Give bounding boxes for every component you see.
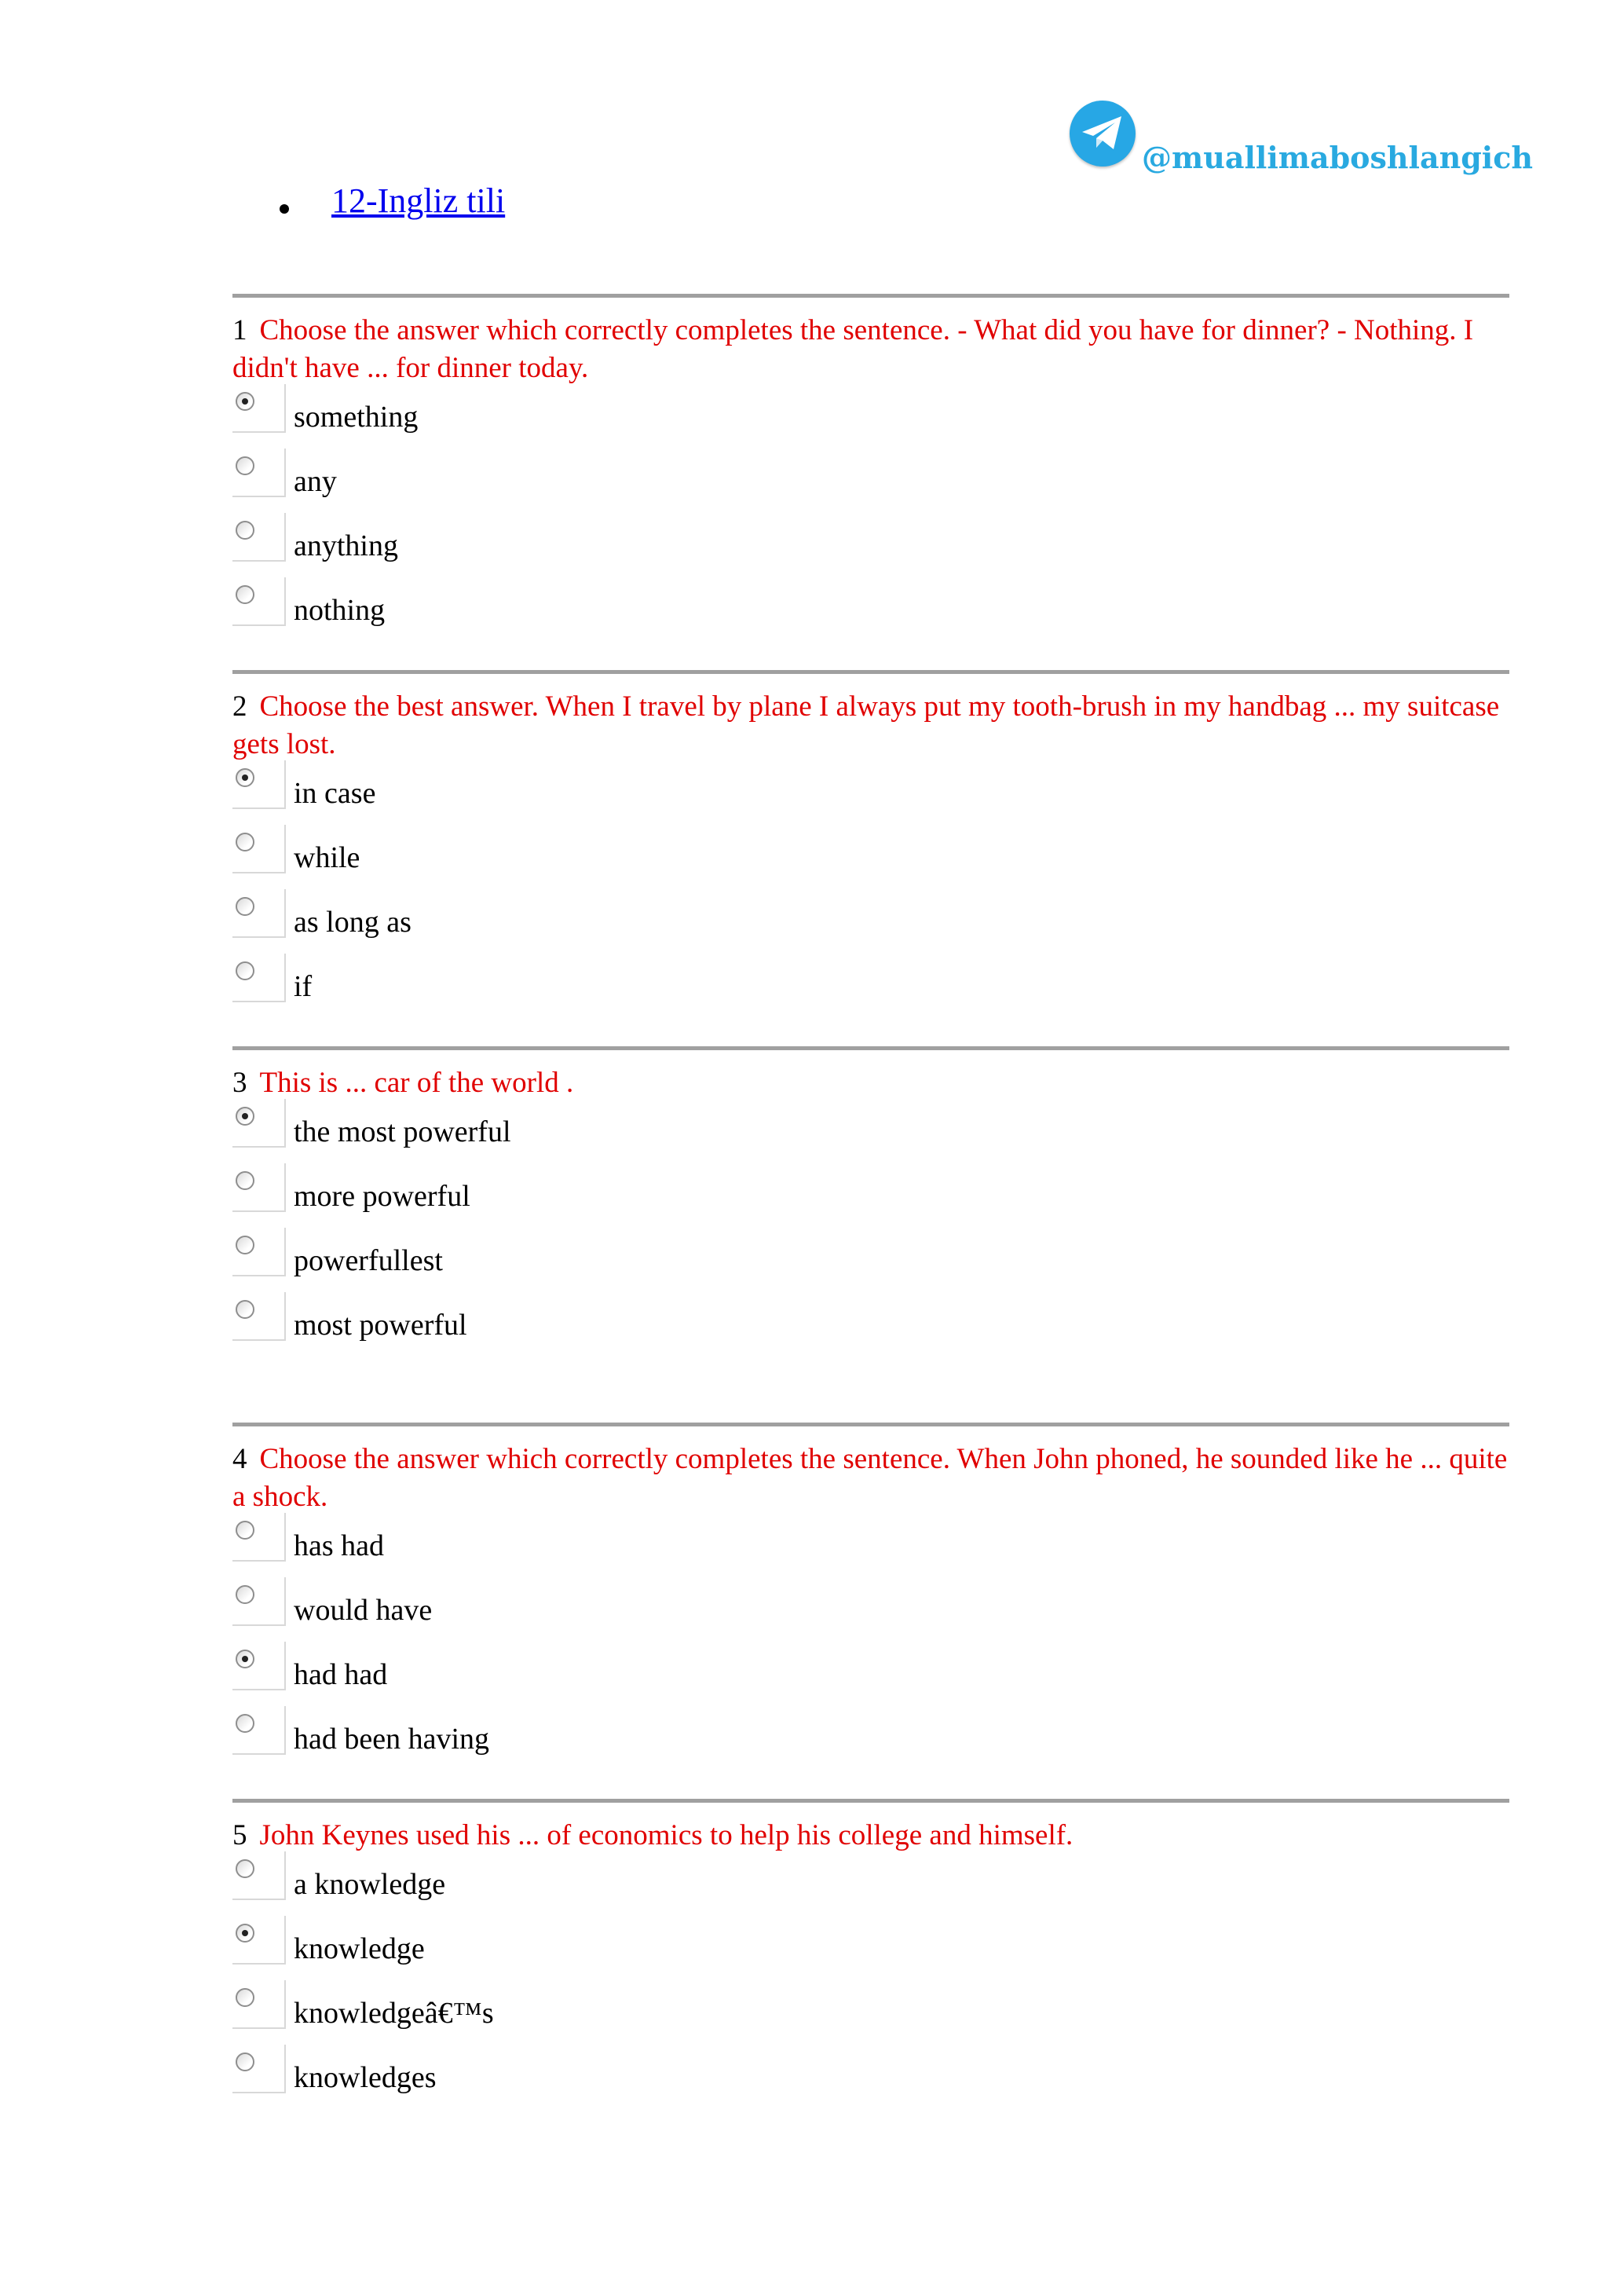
radio-button[interactable]: [236, 961, 254, 980]
answer-option-label[interactable]: knowledge: [294, 1932, 425, 1965]
answer-option-label[interactable]: any: [294, 465, 337, 498]
answer-option[interactable]: [232, 1228, 1018, 1292]
radio-button-checked[interactable]: [236, 1924, 254, 1943]
radio-cell: [232, 1163, 286, 1212]
telegram-badge[interactable]: [1070, 101, 1533, 187]
answer-options: [232, 384, 1018, 642]
bullet-icon: [280, 204, 289, 214]
answer-option[interactable]: [232, 2045, 1018, 2109]
question-block: [232, 1046, 1509, 1423]
question-prompt: Choose the best answer. When I travel by plane I always put my tooth-brush in my handbag ... my suitcase gets lost.: [232, 690, 1500, 760]
answer-options: [232, 1513, 1018, 1771]
answer-option-label[interactable]: would have: [294, 1594, 433, 1627]
answer-option[interactable]: [232, 1980, 1018, 2045]
answer-option[interactable]: [232, 513, 1018, 577]
answer-option[interactable]: [232, 577, 1018, 642]
answer-option-label[interactable]: most powerful: [294, 1309, 467, 1342]
answer-option-label[interactable]: anything: [294, 529, 398, 562]
answer-option-label[interactable]: had been having: [294, 1723, 490, 1756]
radio-button[interactable]: [236, 833, 254, 851]
answer-option[interactable]: [232, 1706, 1018, 1771]
telegram-icon[interactable]: [1070, 101, 1136, 167]
breadcrumb-link[interactable]: 12-Ingliz tili: [331, 181, 506, 220]
answer-option-label[interactable]: while: [294, 841, 360, 874]
answer-option[interactable]: [232, 1577, 1018, 1642]
question-number: 2: [232, 690, 247, 723]
answer-option[interactable]: [232, 1851, 1018, 1916]
radio-button[interactable]: [236, 456, 254, 475]
answer-option[interactable]: [232, 1513, 1018, 1577]
answer-option[interactable]: [232, 1916, 1018, 1980]
question-list: [232, 294, 1509, 2175]
question-prompt: John Keynes used his ... of economics to help his college and himself.: [259, 1819, 1074, 1851]
radio-cell: [232, 577, 286, 626]
radio-button[interactable]: [236, 1171, 254, 1190]
answer-option-label[interactable]: something: [294, 401, 419, 434]
answer-option[interactable]: [232, 1163, 1018, 1228]
answer-options: [232, 1099, 1018, 1357]
radio-cell: [232, 1577, 286, 1626]
question-text: [232, 1064, 1509, 1102]
radio-button[interactable]: [236, 585, 254, 604]
question-text: [232, 312, 1509, 387]
answer-option-label[interactable]: the most powerful: [294, 1115, 511, 1148]
radio-button[interactable]: [236, 1521, 254, 1540]
question-prompt: Choose the answer which correctly completes the sentence. When John phoned, he sounded like he ... quite a shock.: [232, 1443, 1508, 1513]
radio-button[interactable]: [236, 521, 254, 540]
question-block: [232, 1799, 1509, 2175]
answer-option-label[interactable]: nothing: [294, 594, 386, 627]
radio-button[interactable]: [236, 1859, 254, 1878]
answer-option[interactable]: [232, 954, 1018, 1018]
question-number: 4: [232, 1443, 247, 1475]
radio-button-checked[interactable]: [236, 768, 254, 787]
answer-option-label[interactable]: a knowledge: [294, 1868, 446, 1901]
radio-cell: [232, 513, 286, 562]
answer-option-label[interactable]: more powerful: [294, 1180, 470, 1213]
radio-cell: [232, 384, 286, 433]
answer-option-label[interactable]: in case: [294, 777, 376, 810]
question-text: [232, 688, 1509, 764]
question-block: [232, 294, 1509, 670]
radio-cell: [232, 889, 286, 938]
answer-option[interactable]: [232, 889, 1018, 954]
radio-cell: [232, 1099, 286, 1148]
answer-option[interactable]: [232, 384, 1018, 449]
answer-option[interactable]: [232, 1292, 1018, 1357]
answer-option[interactable]: [232, 1099, 1018, 1163]
radio-button[interactable]: [236, 2052, 254, 2071]
radio-cell: [232, 1513, 286, 1562]
radio-button[interactable]: [236, 1300, 254, 1319]
answer-option-label[interactable]: if: [294, 970, 313, 1003]
radio-cell: [232, 760, 286, 809]
radio-cell: [232, 1642, 286, 1690]
question-prompt: This is ... car of the world .: [259, 1067, 574, 1099]
radio-cell: [232, 1916, 286, 1965]
radio-button[interactable]: [236, 1585, 254, 1604]
answer-option[interactable]: [232, 449, 1018, 513]
radio-button[interactable]: [236, 1714, 254, 1733]
radio-cell: [232, 2045, 286, 2093]
radio-button[interactable]: [236, 1236, 254, 1254]
radio-cell: [232, 1980, 286, 2029]
radio-button[interactable]: [236, 897, 254, 916]
answer-option-label[interactable]: powerfullest: [294, 1244, 443, 1277]
answer-option[interactable]: [232, 825, 1018, 889]
radio-cell: [232, 1851, 286, 1900]
question-block: [232, 1423, 1509, 1799]
answer-option[interactable]: [232, 760, 1018, 825]
radio-cell: [232, 1292, 286, 1341]
radio-button-checked[interactable]: [236, 392, 254, 411]
radio-cell: [232, 825, 286, 873]
answer-option-label[interactable]: knowledges: [294, 2061, 437, 2094]
answer-option-label[interactable]: knowledgeâ€™s: [294, 1997, 494, 2030]
radio-button-checked[interactable]: [236, 1107, 254, 1126]
answer-options: [232, 760, 1018, 1018]
radio-cell: [232, 1228, 286, 1276]
radio-cell: [232, 954, 286, 1002]
answer-option-label[interactable]: as long as: [294, 906, 411, 939]
radio-cell: [232, 449, 286, 497]
question-prompt: Choose the answer which correctly completes the sentence. - What did you have for dinner? - Nothing. I didn't have ... for dinner today.: [232, 314, 1474, 384]
answer-option-label[interactable]: had had: [294, 1658, 388, 1691]
paper-plane-icon: [1081, 115, 1125, 152]
question-block: [232, 670, 1509, 1046]
question-number: 1: [232, 314, 247, 346]
radio-button-checked[interactable]: [236, 1650, 254, 1668]
answer-options: [232, 1851, 1018, 2109]
answer-option[interactable]: [232, 1642, 1018, 1706]
radio-cell: [232, 1706, 286, 1755]
question-text: [232, 1817, 1509, 1855]
question-number: 3: [232, 1067, 247, 1099]
question-number: 5: [232, 1819, 247, 1851]
telegram-handle[interactable]: @muallimaboshlangich: [1142, 140, 1533, 175]
answer-option-label[interactable]: has had: [294, 1529, 385, 1562]
question-text: [232, 1441, 1509, 1516]
radio-button[interactable]: [236, 1988, 254, 2007]
